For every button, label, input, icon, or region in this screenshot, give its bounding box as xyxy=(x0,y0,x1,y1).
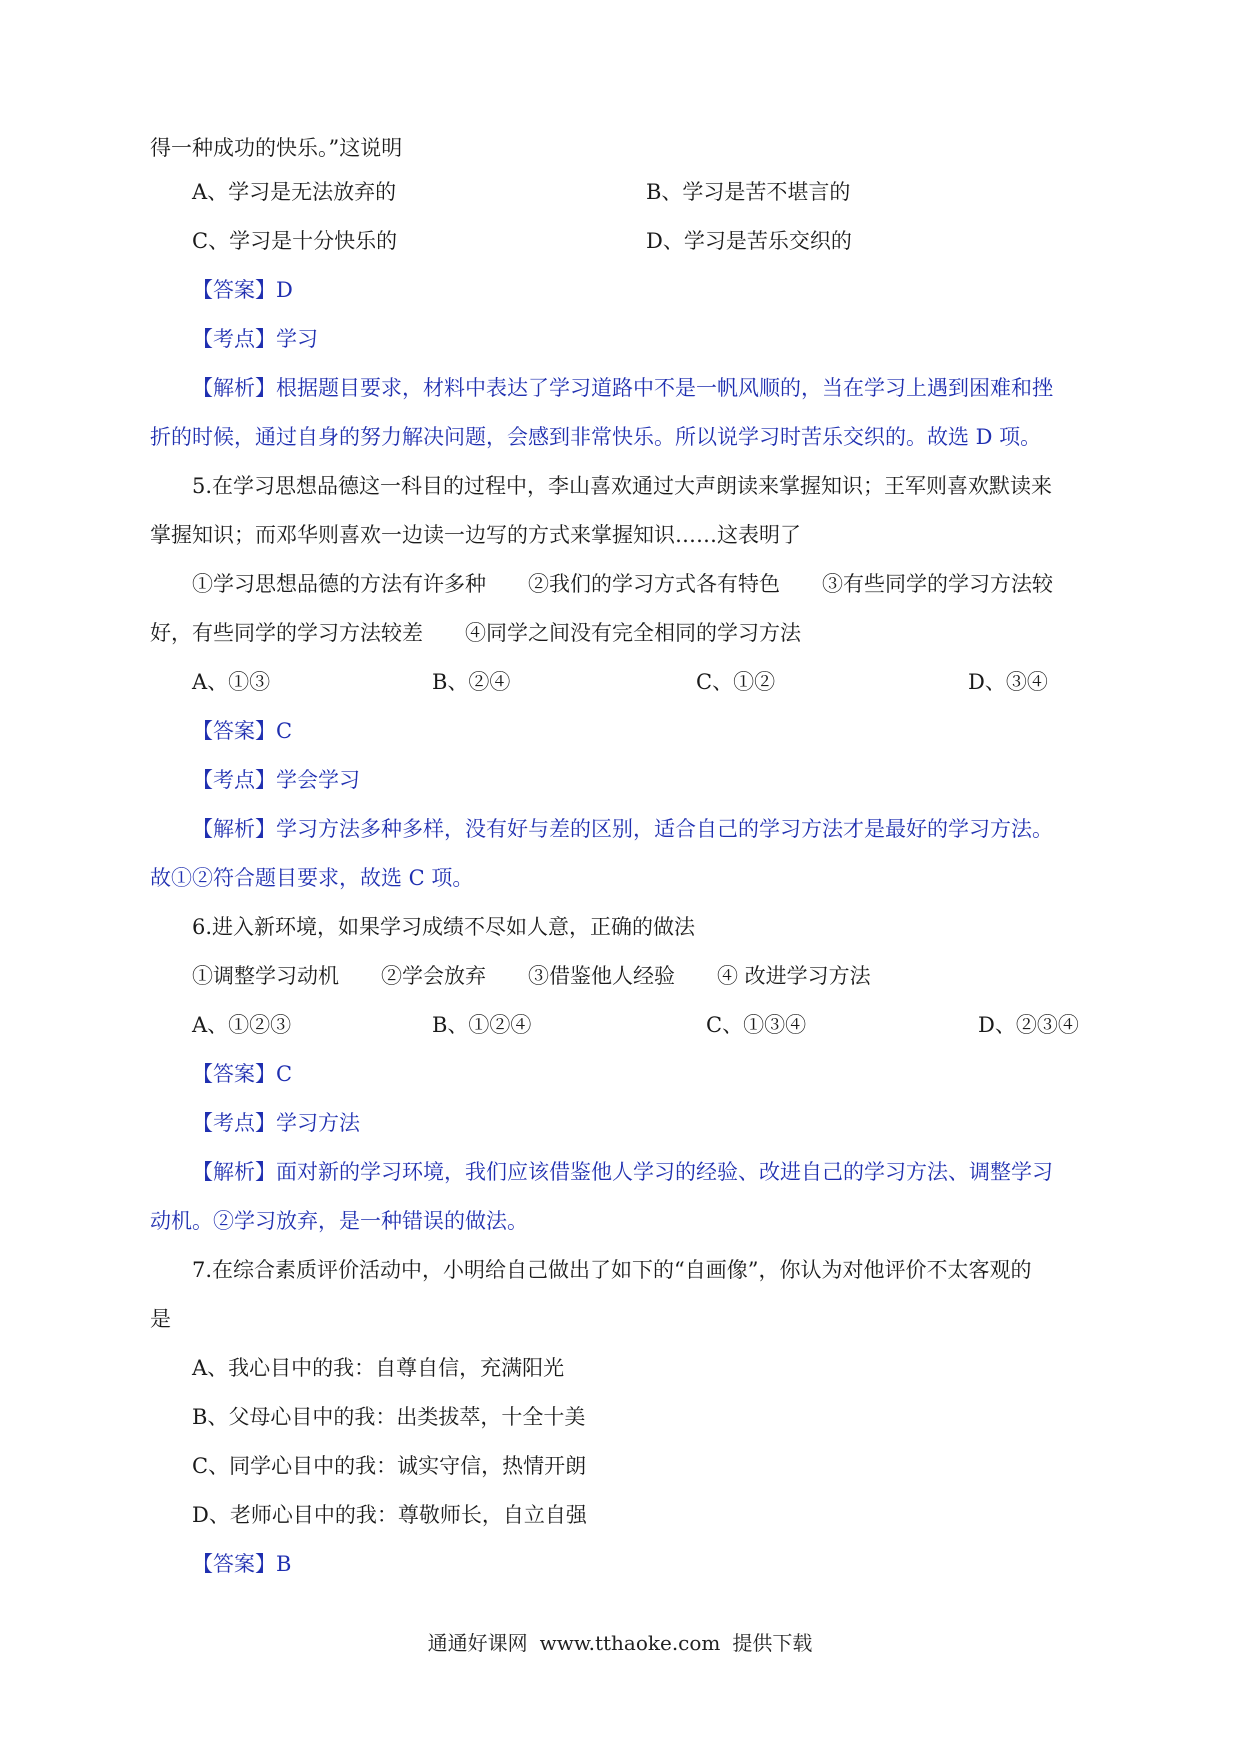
footer-suffix: 提供下载 xyxy=(732,1631,813,1655)
q5-analysis-line-2: 故①②符合题目要求，故选 C 项。 xyxy=(150,866,474,890)
q6-analysis-line-2: 动机。②学习放弃，是一种错误的做法。 xyxy=(150,1209,528,1233)
q6-statements: ①调整学习动机 ②学会放弃 ③借鉴他人经验 ④ 改进学习方法 xyxy=(192,964,871,988)
q5-option-a: A、①③ xyxy=(192,670,271,694)
q7-option-d: D、老师心目中的我：尊敬师长，自立自强 xyxy=(192,1503,587,1527)
answer-value: B xyxy=(276,1552,292,1576)
q5-answer xyxy=(192,716,292,746)
q6-option-a: A、①②③ xyxy=(192,1013,292,1037)
q7-option-c: C、同学心目中的我：诚实守信，热情开朗 xyxy=(192,1454,587,1478)
q4-option-b: B、学习是苦不堪言的 xyxy=(646,180,851,204)
q5-point xyxy=(192,765,360,795)
analysis-text: 根据题目要求，材料中表达了学习道路中不是一帆风顺的，当在学习上遇到困难和挫 xyxy=(276,376,1053,400)
q7-stem-line-2: 是 xyxy=(150,1307,171,1331)
analysis-tag: 【解析】 xyxy=(192,1160,276,1184)
q5-option-d: D、③④ xyxy=(968,670,1048,694)
q4-option-d: D、学习是苦乐交织的 xyxy=(646,229,852,253)
q4-analysis-line-1 xyxy=(192,373,1053,403)
q5-stem-line-1: 5.在学习思想品德这一科目的过程中，李山喜欢通过大声朗读来掌握知识；王军则喜欢默读来 xyxy=(192,474,1053,498)
q4-stem-tail: 得一种成功的快乐。”这说明 xyxy=(150,136,403,160)
answer-tag: 【答案】 xyxy=(192,1062,276,1086)
q5-option-c: C、①② xyxy=(696,670,776,694)
q4-option-c: C、学习是十分快乐的 xyxy=(192,229,398,253)
point-tag: 【考点】 xyxy=(192,768,276,792)
answer-value: C xyxy=(276,719,293,743)
q4-point xyxy=(192,324,318,354)
analysis-tag: 【解析】 xyxy=(192,376,276,400)
answer-value: C xyxy=(276,1062,293,1086)
q5-analysis-line-1 xyxy=(192,814,1053,844)
footer-site-name: 通通好课网 xyxy=(427,1631,528,1655)
answer-tag: 【答案】 xyxy=(192,719,276,743)
analysis-tag: 【解析】 xyxy=(192,817,276,841)
q7-option-b: B、父母心目中的我：出类拔萃，十全十美 xyxy=(192,1405,586,1429)
q6-point xyxy=(192,1108,360,1138)
answer-value: D xyxy=(276,278,293,302)
answer-tag: 【答案】 xyxy=(192,278,276,302)
point-tag: 【考点】 xyxy=(192,327,276,351)
analysis-text: 学习方法多种多样，没有好与差的区别，适合自己的学习方法才是最好的学习方法。 xyxy=(276,817,1053,841)
analysis-text: 面对新的学习环境，我们应该借鉴他人学习的经验、改进自己的学习方法、调整学习 xyxy=(276,1160,1053,1184)
q6-analysis-line-1 xyxy=(192,1157,1053,1187)
q7-option-a: A、我心目中的我：自尊自信，充满阳光 xyxy=(192,1356,565,1380)
q4-answer xyxy=(192,275,293,305)
point-value: 学习方法 xyxy=(276,1111,360,1135)
point-value: 学会学习 xyxy=(276,768,360,792)
q6-answer xyxy=(192,1059,292,1089)
footer-url[interactable]: www.tthaoke.com xyxy=(539,1631,721,1655)
answer-tag: 【答案】 xyxy=(192,1552,276,1576)
q6-option-c: C、①③④ xyxy=(706,1013,807,1037)
q6-option-b: B、①②④ xyxy=(432,1013,532,1037)
q5-statements-line-2: 好，有些同学的学习方法较差 ④同学之间没有完全相同的学习方法 xyxy=(150,621,801,645)
point-tag: 【考点】 xyxy=(192,1111,276,1135)
q5-option-b: B、②④ xyxy=(432,670,511,694)
q7-stem-line-1: 7.在综合素质评价活动中，小明给自己做出了如下的“自画像”，你认为对他评价不太客观的 xyxy=(192,1258,1032,1282)
page-footer xyxy=(0,1629,1240,1657)
q7-answer xyxy=(192,1549,291,1579)
q6-stem: 6.进入新环境，如果学习成绩不尽如人意，正确的做法 xyxy=(192,915,696,939)
q5-stem-line-2: 掌握知识；而邓华则喜欢一边读一边写的方式来掌握知识……这表明了 xyxy=(150,523,801,547)
point-value: 学习 xyxy=(276,327,318,351)
q6-option-d: D、②③④ xyxy=(978,1013,1079,1037)
q5-statements-line-1: ①学习思想品德的方法有许多种 ②我们的学习方式各有特色 ③有些同学的学习方法较 xyxy=(192,572,1053,596)
q4-option-a: A、学习是无法放弃的 xyxy=(192,180,397,204)
q4-analysis-line-2: 折的时候，通过自身的努力解决问题，会感到非常快乐。所以说学习时苦乐交织的。故选 D 项。 xyxy=(150,425,1042,449)
